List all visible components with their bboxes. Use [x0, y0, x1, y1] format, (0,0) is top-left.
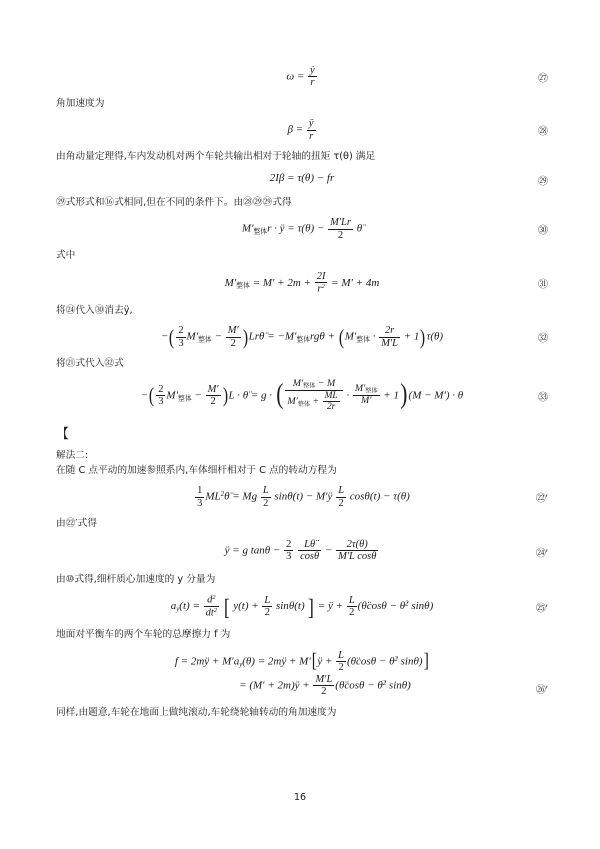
equation-32-body: −( $\frac{2}{3}$ M′整体 − $\frac{M'}{2}$ )Lrθ̈ = −M′整体rgθ + (M′整体 · $\frac{2r}{M'L}$ + 1)τ(θ) [160, 324, 444, 349]
equation-31-tag: ㉛ [538, 279, 548, 291]
equation-22-prime [56, 485, 548, 509]
equation-31 [56, 271, 548, 296]
equation-29-tag: ㉙ [538, 176, 548, 188]
equation-28-tag: ㉘ [538, 126, 548, 138]
bracket-marker: 【 [56, 426, 69, 442]
text-in-formula: 式中 [56, 250, 76, 262]
text-pure-rolling: 同样,由题意,车轮在地面上做纯滚动,车轮绕轮轴转动的角加速度为 [56, 706, 337, 718]
equation-29 [56, 172, 548, 188]
equation-27-body: ω = $\frac{\text{ẏ}}{r}$ [286, 65, 315, 89]
equation-32-tag: ㉜ [538, 333, 548, 345]
page-number: 16 [293, 792, 307, 803]
equation-32 [56, 325, 548, 349]
solution-two-heading: 解法二: [56, 449, 89, 461]
equation-24-prime [56, 539, 548, 565]
equation-25-prime-tag: ㉕′ [535, 603, 548, 615]
equation-26-prime-tag: ㉖′ [535, 684, 548, 696]
equation-28 [56, 118, 548, 142]
text-angular-momentum-theorem: 由角动量定理得,车内发动机对两个车轮共输出相对于轮轴的扭矩 τ(θ) 满足 [56, 151, 376, 163]
text-from-22-prime: 由㉒′式得 [56, 518, 97, 530]
equation-22-prime-body: $\frac{1}{3}$ $ML^2\thetä = Mg$ $\frac{L}{2}$ sinθ(t) − M′ÿ $\frac{L}{2}$ cosθ(t) − τ(θ) [197, 485, 410, 509]
equation-22-prime-tag: ㉒′ [535, 493, 548, 505]
equation-30-tag: ㉚ [538, 225, 548, 237]
text-substitute-21: 将㉑式代入㉜式 [56, 357, 124, 369]
text-same-form-note: ㉙式形式和⑯式相同,但在不同的条件下。由㉘㉙㉙式得 [56, 196, 292, 208]
equation-26-prime-line2: = (M′ + 2m)ÿ + $\frac{M'L}{2}$ (θ̈cosθ − θ̇$^2$ sinθ) [239, 673, 411, 698]
equation-25-prime-body: $a_y(t)$ = $\frac{d^2}{dt^2}$ [ y(t) + $\frac{L}{2}$ sinθ(t) ] = ÿ + $\frac{L}{2}$ (θ̈cosθ − θ̇$^2$ sinθ) [170, 593, 434, 620]
equation-30 [56, 217, 548, 241]
equation-33 [56, 379, 548, 413]
equation-33-tag: ㉝ [538, 392, 548, 404]
text-accelerated-frame: 在随 C 点平动的加速参照系内,车体细杆相对于 C 点的转动方程为 [56, 464, 337, 476]
text-from-10: 由⑩式得,细杆质心加速度的 y 分量为 [56, 573, 216, 585]
equation-24-prime-tag: ㉔′ [535, 548, 548, 560]
equation-33-body: −( $\frac{2}{3}$ M′整体 − $\frac{M'}{2}$ )L · θ̈ = g · ( M′整体 − M M′整体 + $\frac{ML}{2r}$ · $\frac{\text{M′整体}}{M'}$ + 1)(M − M′) · θ [140, 377, 464, 413]
equation-30-body: M′整体r · ÿ = τ(θ) − $\frac{M'Lr}{2}$ θ̈ [241, 217, 363, 241]
equation-29-body: 2Iβ = τ(θ) − fr [269, 171, 335, 184]
equation-26-prime [56, 650, 548, 698]
equation-28-body: β = $\frac{ÿ}{r}$ [287, 118, 314, 142]
text-ground-friction: 地面对平衡车的两个车轮的总摩擦力 f 为 [56, 629, 231, 641]
equation-27 [56, 65, 548, 89]
equation-31-body: M′整体 = M′ + 2m + $\frac{2I}{r^2}$ = M′ + 4m [224, 270, 380, 296]
equation-26-prime-line1: f = 2mÿ + $M'a_y(\theta)$ = 2mÿ + M′[ÿ + $\frac{L}{2}$ (θ̈cosθ − θ̇$^2$ sinθ)] [174, 649, 429, 674]
equation-27-tag: ㉗ [538, 73, 548, 85]
equation-24-prime-body: ÿ = g tanθ − $\frac{2}{3}$ $\frac{L\thetä}{\cos\theta}$ − $\frac{2\tau(\theta)}{\text{M′L cosθ}}$ [224, 538, 377, 563]
text-substitute-24: 将㉔代入㉚消去ÿ, [56, 304, 133, 316]
equation-25-prime [56, 594, 548, 620]
text-angular-acceleration: 角加速度为 [56, 97, 105, 109]
